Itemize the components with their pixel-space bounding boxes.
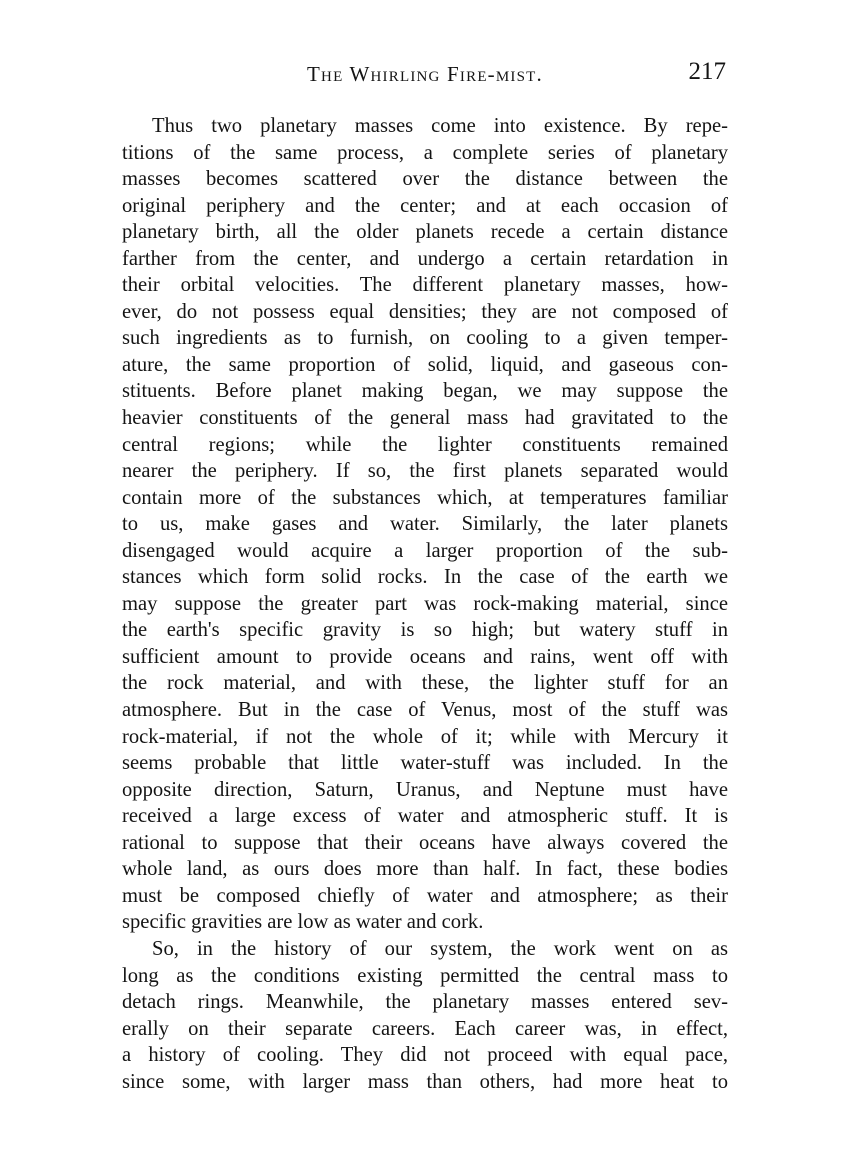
- text-line: disengaged would acquire a larger proportion of the sub-: [122, 539, 728, 562]
- paragraph: [122, 936, 728, 1095]
- text-line: detach rings. Meanwhile, the planetary masses entered sev-: [122, 991, 728, 1014]
- text-line: ature, the same proportion of solid, liquid, and gaseous con-: [122, 353, 728, 376]
- text-line: the rock material, and with these, the lighter stuff for an: [122, 672, 728, 695]
- text-line: farther from the center, and undergo a certain retardation in: [122, 247, 728, 270]
- text-line: opposite direction, Saturn, Uranus, and Neptune must have: [122, 778, 728, 801]
- text-line: specific gravities are low as water and cork.: [122, 911, 484, 934]
- text-line: since some, with larger mass than others, had more heat to: [122, 1070, 728, 1093]
- text-line: such ingredients as to furnish, on cooling to a given temper-: [122, 327, 728, 350]
- text-line: may suppose the greater part was rock-making material, since: [122, 592, 728, 615]
- text-line: stituents. Before planet making began, we may suppose the: [122, 380, 728, 403]
- text-line: contain more of the substances which, at temperatures familiar: [122, 486, 728, 509]
- text-line: planetary birth, all the older planets recede a certain distance: [122, 221, 728, 244]
- text-line: rock-material, if not the whole of it; while with Mercury it: [122, 725, 728, 748]
- text-line: ever, do not possess equal densities; they are not composed of: [122, 300, 728, 323]
- text-line: stances which form solid rocks. In the case of the earth we: [122, 566, 728, 589]
- running-title: The Whirling Fire-mist.: [307, 62, 543, 86]
- text-line: a history of cooling. They did not proceed with equal pace,: [122, 1044, 728, 1067]
- text-line: their orbital velocities. The different planetary masses, how-: [122, 274, 728, 297]
- text-line: long as the conditions existing permitted the central mass to: [122, 964, 728, 987]
- text-line: sufficient amount to provide oceans and rains, went off with: [122, 645, 728, 668]
- text-line: titions of the same process, a complete series of planetary: [122, 141, 728, 164]
- text-line: central regions; while the lighter constituents remained: [122, 433, 728, 456]
- text-line: to us, make gases and water. Similarly, the later planets: [122, 513, 728, 536]
- text-line: erally on their separate careers. Each career was, in effect,: [122, 1017, 728, 1040]
- text-line: must be composed chiefly of water and atmosphere; as their: [122, 884, 728, 907]
- text-line: whole land, as ours does more than half. In fact, these bodies: [122, 858, 728, 881]
- text-line: nearer the periphery. If so, the first planets separated would: [122, 460, 728, 483]
- text-line: Thus two planetary masses come into existence. By repe-: [152, 115, 728, 137]
- text-line: the earth's specific gravity is so high; but watery stuff in: [122, 619, 728, 642]
- text-line: rational to suppose that their oceans have always covered the: [122, 831, 728, 854]
- page-number: 217: [688, 58, 726, 85]
- body-text: [122, 113, 728, 1095]
- text-line: So, in the history of our system, the work went on as: [152, 937, 728, 960]
- text-line: heavier constituents of the general mass had gravitated to the: [122, 407, 728, 430]
- paragraph: [122, 113, 728, 936]
- text-line: masses becomes scattered over the distance between the: [122, 168, 728, 191]
- text-line: original periphery and the center; and at each occasion of: [122, 194, 728, 217]
- text-line: seems probable that little water-stuff was included. In the: [122, 752, 728, 775]
- running-head: [122, 58, 728, 92]
- text-line: received a large excess of water and atmospheric stuff. It is: [122, 805, 728, 828]
- text-line: atmosphere. But in the case of Venus, most of the stuff was: [122, 699, 728, 722]
